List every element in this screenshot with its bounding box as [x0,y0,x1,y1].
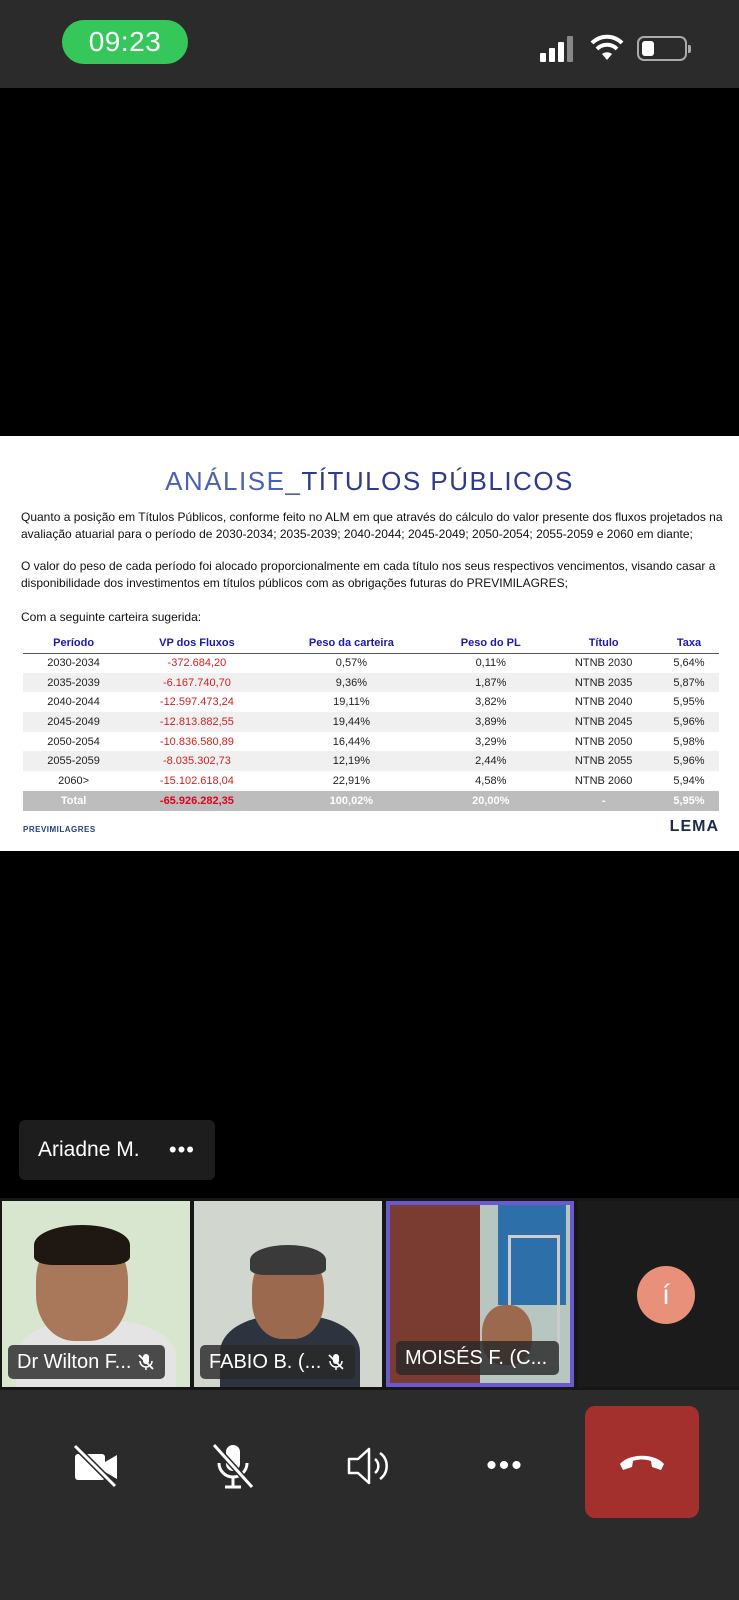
table-cell: 0,57% [335,657,367,670]
participant-name-tag: Dr Wilton F... [8,1345,165,1379]
table-cell: 5,98% [673,735,705,748]
table-cell: 2040-2044 [47,696,100,709]
table-cell: -10.836.580,89 [159,735,234,748]
table-cell: NTNB 2040 [574,696,633,709]
table-cell: NTNB 2035 [548,673,659,693]
participant-avatar: í [637,1266,695,1324]
participant-name-tag: MOISÉS F. (C... [396,1341,559,1375]
table-cell: 2030-2034 [47,657,100,670]
participant-tile[interactable] [578,1201,739,1387]
slide-title: ANÁLISE_TÍTULOS PÚBLICOS [165,466,574,496]
table-cell: NTNB 2030 [574,657,633,670]
mic-toggle-button[interactable] [177,1410,289,1522]
table-cell: 100,02% [270,791,434,811]
table-cell: 2055-2059 [23,751,124,771]
table-row [23,712,719,732]
table-cell: NTNB 2045 [548,712,659,732]
table-cell: 5,96% [659,751,719,771]
table-cell: 5,87% [659,673,719,693]
table-cell: -15.102.618,04 [159,774,234,787]
table-cell: 2035-2039 [23,673,124,693]
table-cell: 3,82% [475,696,507,709]
status-bar [0,0,739,88]
table-row [23,653,719,673]
table-cell: 2050-2054 [47,735,100,748]
previmilagres-logo: PREVIMILAGRES [23,825,96,834]
slide-paragraph: Com a seguinte carteira sugerida: [21,610,202,624]
table-cell: 2,44% [433,751,548,771]
lema-logo: LEMA [669,818,719,835]
table-cell: -372.684,20 [167,657,227,670]
participant-name-tag: FABIO B. (... [200,1345,355,1379]
table-row [23,751,719,771]
table-cell: 0,11% [475,657,506,670]
status-time: 09:23 [62,20,188,64]
table-cell: 20,00% [433,791,548,811]
table-header-row [23,634,719,653]
table-cell: NTNB 2055 [548,751,659,771]
slide-paragraph: O valor do peso de cada período foi alocado proporcionalmente em cada título nos seus respectivos vencimentos, visando casar a disponibilidade dos investimentos em títulos públicos com as obrigações futuras do PREVIMILAGRES; [21,559,716,590]
mic-off-icon [210,1441,256,1491]
mic-muted-icon [327,1353,345,1371]
table-cell: 22,91% [332,774,371,787]
battery-icon [637,36,687,61]
table-cell: NTNB 2050 [574,735,633,748]
speaker-name: Ariadne M. [38,1138,140,1161]
participant-tile[interactable] [2,1201,190,1387]
table-cell: 19,44% [270,712,434,732]
table-cell: 5,95% [673,696,705,709]
participant-strip[interactable] [0,1198,739,1390]
video-toggle-button[interactable] [40,1410,152,1522]
more-icon: ••• [486,1449,524,1482]
table-row [23,771,719,791]
table-cell: 16,44% [332,735,371,748]
table-cell: -12.813.882,55 [124,712,269,732]
table-cell: 12,19% [270,751,434,771]
table-header: Taxa [659,634,719,653]
table-cell: 5,95% [659,791,719,811]
more-options-icon[interactable]: ••• [168,1137,195,1162]
table-cell: 19,11% [333,696,370,709]
mic-muted-icon [137,1353,155,1371]
end-call-button[interactable] [585,1406,699,1518]
table-header: Peso da carteira [270,634,434,653]
speaker-toggle-button[interactable] [313,1410,425,1522]
wifi-icon [590,34,624,62]
more-button[interactable] [449,1410,561,1522]
table-cell: 5,96% [659,712,719,732]
table-row [23,732,719,752]
participant-tile-active[interactable] [386,1201,574,1387]
table-cell: 4,58% [475,774,507,787]
table-cell: 5,64% [673,657,705,670]
table-header: Peso do PL [433,634,548,653]
portfolio-table [23,634,719,811]
hang-up-icon [617,1450,667,1474]
shared-screen-slide [0,436,739,851]
call-controls [0,1390,739,1600]
video-off-icon [71,1444,121,1488]
table-cell: - [548,791,659,811]
speaker-icon [345,1444,393,1488]
table-cell: -8.035.302,73 [124,751,269,771]
table-header: Período [23,634,124,653]
table-cell: 5,94% [673,774,705,787]
table-row [23,673,719,693]
table-cell: -6.167.740,70 [124,673,269,693]
table-cell: -65.926.282,35 [124,791,269,811]
table-cell: -12.597.473,24 [159,696,234,709]
table-cell: 2060> [58,774,90,787]
table-header: VP dos Fluxos [124,634,269,653]
table-total-row [23,791,719,811]
participant-tile[interactable] [194,1201,382,1387]
slide-paragraph: Quanto a posição em Títulos Públicos, conforme feito no ALM em que através do cálculo do valor presente dos fluxos projetados na avaliação atuarial para o período de 2030-2034; 2035-2039; 2040-2044; 2045-2049; 2050-2054; 2055-2059 e 2060 em diante; [21,510,723,541]
cellular-signal-icon [540,36,576,62]
table-header: Título [548,634,659,653]
table-cell: 2045-2049 [23,712,124,732]
table-cell: 1,87% [433,673,548,693]
table-row [23,692,719,712]
table-cell: 3,89% [433,712,548,732]
table-cell: 9,36% [270,673,434,693]
table-cell: Total [23,791,124,811]
active-speaker-label[interactable] [19,1120,215,1180]
table-cell: 3,29% [475,735,507,748]
table-cell: NTNB 2060 [574,774,633,787]
